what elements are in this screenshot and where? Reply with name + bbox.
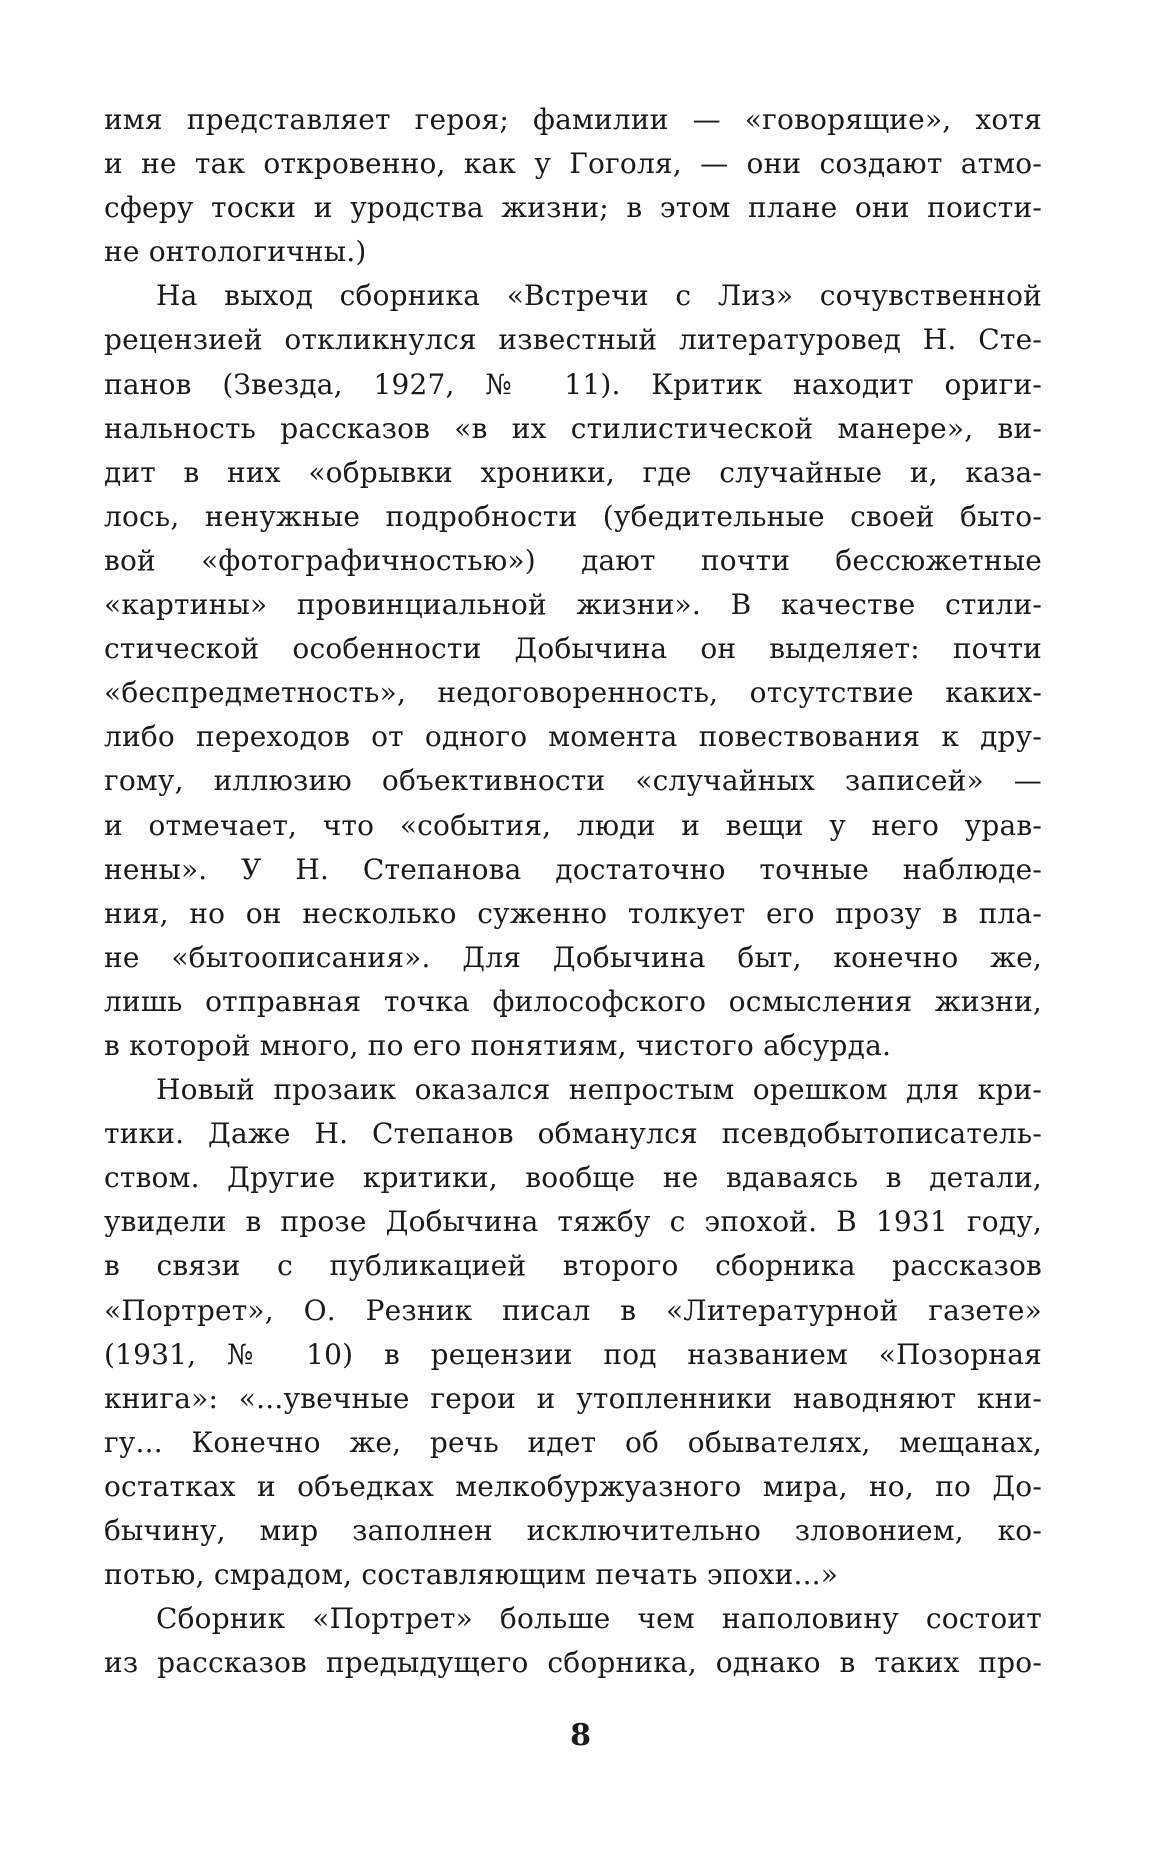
text-line: стической особенности Добычина он выделяет: почти bbox=[104, 632, 1042, 666]
paragraph bbox=[104, 98, 1042, 274]
text-line: ством. Другие критики, вообще не вдаваясь в детали, bbox=[104, 1161, 1042, 1195]
text-line: тики. Даже Н. Степанов обманулся псевдобытописатель- bbox=[104, 1117, 1042, 1151]
paragraph bbox=[104, 274, 1042, 1068]
text-line: имя представляет героя; фамилии — «говорящие», хотя bbox=[104, 103, 1042, 136]
text-line: панов (Звезда, 1927, № 11). Критик находит ориги- bbox=[104, 367, 1042, 401]
text-line: нены». У Н. Степанова достаточно точные наблюде- bbox=[104, 852, 1042, 886]
text-line: потью, смрадом, составляющим печать эпохи...» bbox=[104, 1558, 839, 1592]
body-text bbox=[104, 98, 1042, 1685]
text-line: гу... Конечно же, речь идет об обывателях, мещанах, bbox=[104, 1425, 1042, 1459]
text-line: Новый прозаик оказался непростым орешком для кри- bbox=[156, 1073, 1042, 1107]
text-line: дит в них «обрывки хроники, где случайные и, каза- bbox=[104, 455, 1042, 489]
text-line: ния, но он несколько суженно толкует его прозу в пла- bbox=[104, 896, 1042, 930]
text-line: не онтологичны.) bbox=[104, 235, 367, 269]
paragraph bbox=[104, 1068, 1042, 1597]
text-line: На выход сборника «Встречи с Лиз» сочувственной bbox=[156, 279, 1042, 313]
page-number: 8 bbox=[570, 1718, 591, 1753]
text-line: нальность рассказов «в их стилистической манере», ви- bbox=[104, 411, 1042, 445]
text-line: «картины» провинциальной жизни». В качестве стили- bbox=[104, 588, 1042, 622]
text-line: лишь отправная точка философского осмысления жизни, bbox=[104, 984, 1042, 1018]
text-line: из рассказов предыдущего сборника, однако в таких про- bbox=[104, 1646, 1042, 1680]
text-line: вой «фотографичностью») дают почти бессюжетные bbox=[104, 543, 1042, 577]
text-line: «беспредметность», недоговоренность, отсутствие каких- bbox=[104, 676, 1042, 710]
text-line: лось, ненужные подробности (убедительные своей быто- bbox=[104, 499, 1042, 533]
text-line: рецензией откликнулся известный литературовед Н. Сте- bbox=[104, 323, 1042, 357]
text-line: либо переходов от одного момента повествования к дру- bbox=[104, 720, 1042, 754]
text-line: сферу тоски и уродства жизни; в этом плане они поисти- bbox=[104, 191, 1042, 225]
text-line: и не так откровенно, как у Гоголя, — они создают атмо- bbox=[104, 147, 1042, 181]
text-line: «Портрет», О. Резник писал в «Литературной газете» bbox=[104, 1293, 1042, 1327]
text-line: гому, иллюзию объективности «случайных записей» — bbox=[104, 764, 1042, 798]
paragraph bbox=[104, 1597, 1042, 1685]
text-line: не «бытоописания». Для Добычина быт, конечно же, bbox=[104, 940, 1042, 974]
text-line: Сборник «Портрет» больше чем наполовину состоит bbox=[156, 1602, 1042, 1636]
text-line: увидели в прозе Добычина тяжбу с эпохой. В 1931 году, bbox=[104, 1205, 1042, 1239]
text-line: в связи с публикацией второго сборника рассказов bbox=[104, 1249, 1042, 1283]
text-line: (1931, № 10) в рецензии под названием «Позорная bbox=[104, 1337, 1042, 1371]
text-line: книга»: «...увечные герои и утопленники наводняют кни- bbox=[104, 1381, 1042, 1415]
text-line: бычину, мир заполнен исключительно зловонием, ко- bbox=[104, 1514, 1042, 1547]
text-line: в которой много, по его понятиям, чистого абсурда. bbox=[104, 1028, 892, 1062]
text-line: и отмечает, что «события, люди и вещи у него урав- bbox=[104, 808, 1042, 842]
text-line: остатках и объедках мелкобуржуазного мира, но, по До- bbox=[104, 1469, 1042, 1503]
